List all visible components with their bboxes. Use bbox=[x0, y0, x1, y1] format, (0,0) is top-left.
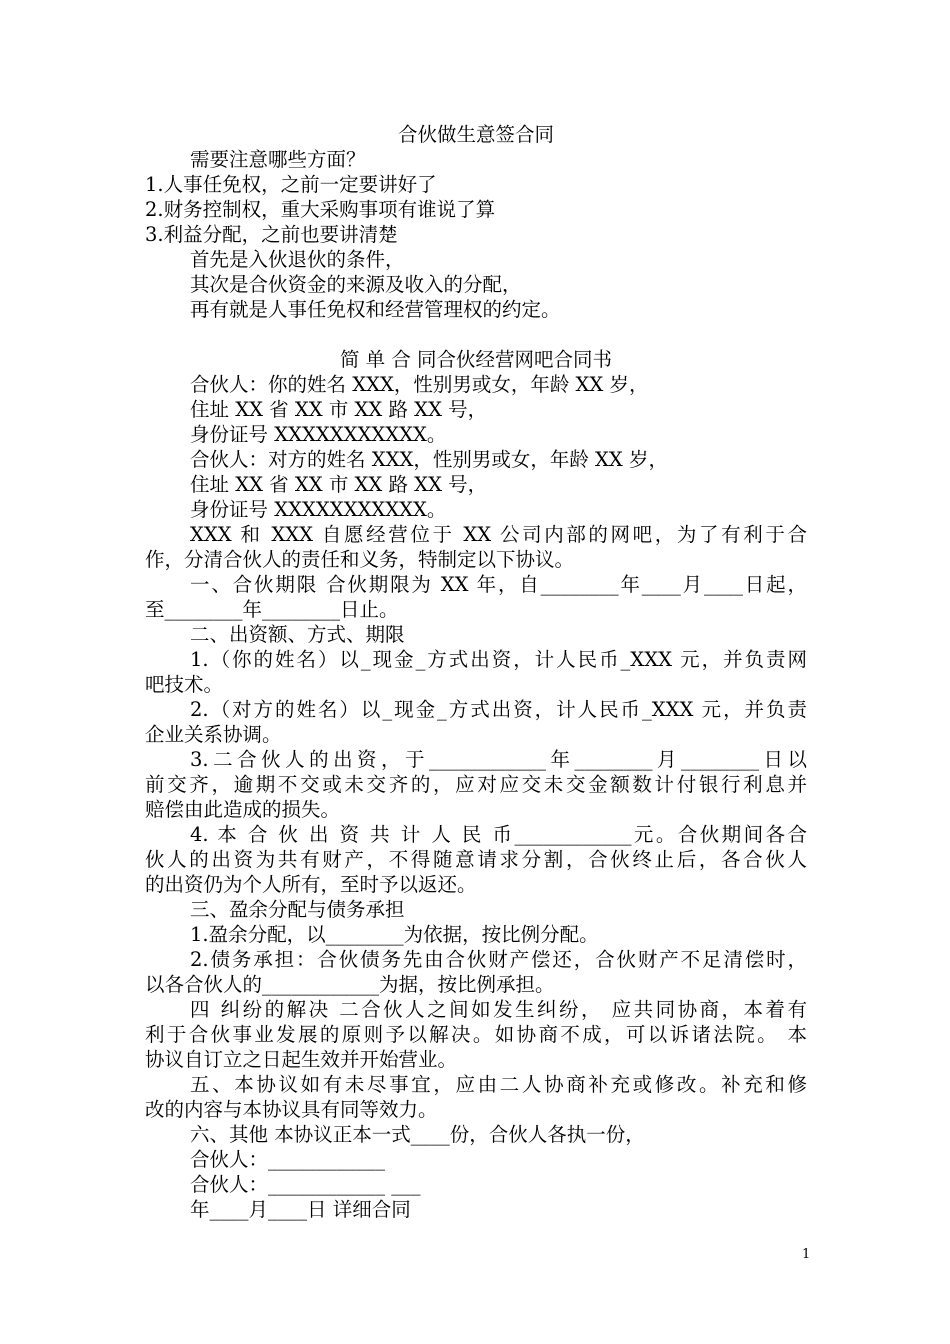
text-line: 3.二合伙人的出资，于____________年________月________日以 bbox=[190, 748, 807, 771]
text-line: 六、其他 本协议正本一式____份，合伙人各执一份， bbox=[190, 1123, 645, 1146]
text-line: 的出资仍为个人所有，至时予以返还。 bbox=[145, 873, 477, 896]
text-line: 四 纠纷的解决 二合伙人之间如发生纠纷， 应共同协商，本着有 bbox=[190, 998, 807, 1021]
text-line: 2.财务控制权，重大采购事项有谁说了算 bbox=[145, 198, 496, 221]
text-line: 身份证号 XXXXXXXXXXX。 bbox=[190, 423, 447, 446]
text-line: 1.（你的姓名）以_现金_方式出资，计人民币_XXX 元，并负责网 bbox=[190, 648, 807, 671]
text-line: 赔偿由此造成的损失。 bbox=[145, 798, 341, 821]
text-line: 合伙人：____________ bbox=[190, 1148, 386, 1171]
text-line: 1.盈余分配，以________为依据，按比例分配。 bbox=[190, 923, 599, 946]
text-line: 住址 XX 省 XX 市 XX 路 XX 号， bbox=[190, 398, 488, 421]
text-line: 需要注意哪些方面？ bbox=[190, 148, 366, 171]
text-line: 合伙人：对方的姓名 XXX，性别男或女，年龄 XX 岁， bbox=[190, 448, 669, 471]
text-line: 五、本协议如有未尽事宜，应由二人协商补充或修改。补充和修 bbox=[190, 1073, 807, 1096]
text-line: 1.人事任免权，之前一定要讲好了 bbox=[145, 173, 437, 196]
text-line: 其次是合伙资金的来源及收入的分配， bbox=[190, 273, 522, 296]
text-line: 改的内容与本协议具有同等效力。 bbox=[145, 1098, 438, 1121]
text-line: 二、出资额、方式、期限 bbox=[190, 623, 405, 646]
text-line: 以各合伙人的____________为据，按比例承担。 bbox=[145, 973, 555, 996]
text-line: 利于合伙事业发展的原则予以解决。如协商不成，可以诉诸法院。 本 bbox=[145, 1023, 807, 1046]
text-line: 作，分清合伙人的责任和义务，特制定以下协议。 bbox=[145, 548, 575, 571]
text-line: 企业关系协调。 bbox=[145, 723, 282, 746]
text-line: 吧技术。 bbox=[145, 673, 224, 696]
text-line: 合伙人：你的姓名 XXX，性别男或女，年龄 XX 岁， bbox=[190, 373, 649, 396]
text-line: 至________年________日止。 bbox=[145, 598, 399, 621]
text-line: 2.债务承担：合伙债务先由合伙财产偿还，合伙财产不足清偿时， bbox=[190, 948, 807, 971]
text-line: 住址 XX 省 XX 市 XX 路 XX 号， bbox=[190, 473, 488, 496]
text-line: 再有就是人事任免权和经营管理权的约定。 bbox=[190, 298, 561, 321]
text-line: 身份证号 XXXXXXXXXXX。 bbox=[190, 498, 447, 521]
text-line: 一、合伙期限 合伙期限为 XX 年，自________年____月____日起， bbox=[190, 573, 807, 596]
text-line: 首先是入伙退伙的条件， bbox=[190, 248, 405, 271]
section-title: 简 单 合 同合伙经营网吧合同书 bbox=[339, 348, 613, 371]
text-line: 2.（对方的姓名）以_现金_方式出资，计人民币_XXX 元，并负责 bbox=[190, 698, 807, 721]
blank-line bbox=[145, 322, 807, 347]
text-line: XXX 和 XXX 自愿经营位于 XX 公司内部的网吧，为了有利于合 bbox=[190, 523, 807, 546]
text-line: 年____月____日 详细合同 bbox=[190, 1198, 411, 1221]
text-line: 3.利益分配，之前也要讲清楚 bbox=[145, 223, 398, 246]
text-line: 合伙人：____________ ___ bbox=[190, 1173, 421, 1196]
text-line: 前交齐，逾期不交或未交齐的，应对应交未交金额数计付银行利息并 bbox=[145, 773, 807, 796]
text-line: 4. 本 合 伙 出 资 共 计 人 民 币____________元。合伙期间各合 bbox=[190, 823, 807, 846]
document-body bbox=[145, 122, 807, 1222]
page-number: 1 bbox=[802, 1247, 811, 1262]
text-line: 伙人的出资为共有财产，不得随意请求分割，合伙终止后，各合伙人 bbox=[145, 848, 807, 871]
section-title: 合伙做生意签合同 bbox=[397, 123, 554, 146]
text-line: 三、盈余分配与债务承担 bbox=[190, 898, 405, 921]
text-line: 协议自订立之日起生效并开始营业。 bbox=[145, 1048, 458, 1071]
